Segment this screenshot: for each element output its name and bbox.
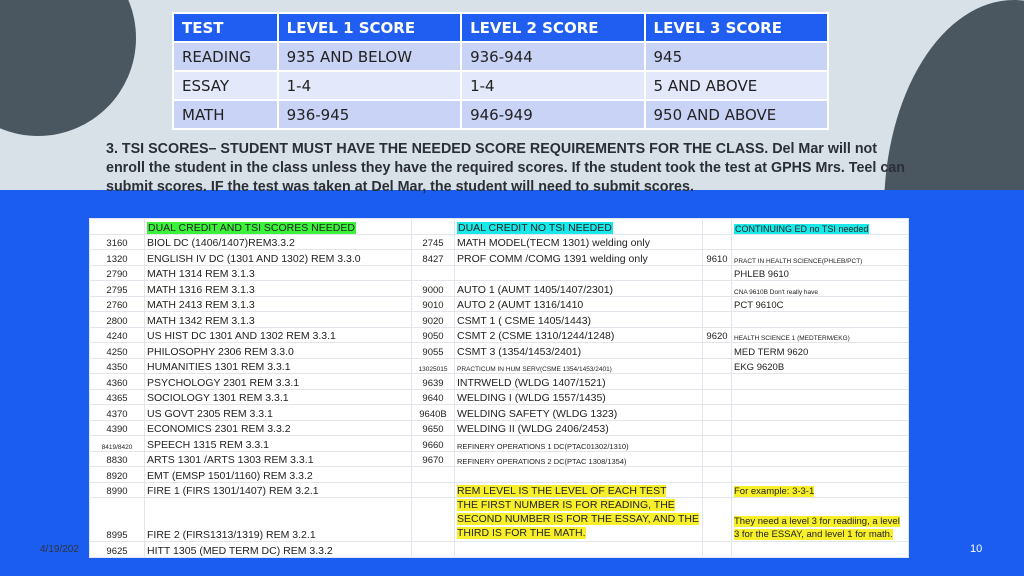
course-name-cell: PRACT IN HEALTH SCIENCE(PHLEB/PCT) bbox=[732, 250, 909, 266]
course-code-cell: 4365 bbox=[90, 389, 145, 405]
course-code-cell: 4350 bbox=[90, 358, 145, 374]
course-code-cell: 9610 bbox=[703, 250, 732, 266]
course-code-cell bbox=[703, 374, 732, 390]
course-code-cell bbox=[412, 482, 455, 498]
score-cell: 1-4 bbox=[461, 71, 644, 100]
course-name-cell: AUTO 1 (AUMT 1405/1407/2301) bbox=[455, 281, 703, 297]
score-cell: ESSAY bbox=[173, 71, 278, 100]
grid-row bbox=[90, 327, 909, 343]
course-name-cell bbox=[732, 467, 909, 483]
course-name-cell bbox=[732, 389, 909, 405]
course-name-cell: AUTO 2 (AUMT 1316/1410 bbox=[455, 296, 703, 312]
course-code-cell: 9660 bbox=[412, 436, 455, 452]
score-table-header: LEVEL 3 SCORE bbox=[645, 13, 828, 42]
grid-row bbox=[90, 358, 909, 374]
course-name-cell: HUMANITIES 1301 REM 3.3.1 bbox=[145, 358, 412, 374]
course-code-cell bbox=[703, 343, 732, 359]
course-name-cell: PSYCHOLOGY 2301 REM 3.3.1 bbox=[145, 374, 412, 390]
score-cell: 950 AND ABOVE bbox=[645, 100, 828, 129]
course-code-cell: 4240 bbox=[90, 327, 145, 343]
grid-row bbox=[90, 296, 909, 312]
grid-row bbox=[90, 467, 909, 483]
decorative-circle-top-left bbox=[0, 0, 136, 136]
grid-row bbox=[90, 405, 909, 421]
course-code-cell: 2760 bbox=[90, 296, 145, 312]
example-note: For example: 3-3-1 bbox=[734, 486, 815, 497]
grid-header-dual-tsi bbox=[145, 219, 412, 235]
course-name-cell: EMT (EMSP 1501/1160) REM 3.3.2 bbox=[145, 467, 412, 483]
course-name-cell: REFINERY OPERATIONS 2 DC(PTAC 1308/1354) bbox=[455, 451, 703, 467]
grid-row bbox=[90, 374, 909, 390]
course-code-cell bbox=[703, 296, 732, 312]
grid-header-dual-no-tsi bbox=[455, 219, 703, 235]
course-grid bbox=[89, 218, 908, 558]
course-grid-table bbox=[89, 218, 909, 558]
score-table-header: LEVEL 2 SCORE bbox=[461, 13, 644, 42]
course-code-cell: 9640 bbox=[412, 389, 455, 405]
course-name-cell: PROF COMM /COMG 1391 welding only bbox=[455, 250, 703, 266]
grid-empty-cell bbox=[90, 219, 145, 235]
course-name-cell: WELDING II (WLDG 2406/2453) bbox=[455, 420, 703, 436]
tsi-score-table bbox=[172, 12, 829, 130]
course-name-cell bbox=[732, 482, 909, 498]
course-code-cell: 9010 bbox=[412, 296, 455, 312]
course-code-cell: 9650 bbox=[412, 420, 455, 436]
course-code-cell: 8427 bbox=[412, 250, 455, 266]
course-name-cell: SOCIOLOGY 1301 REM 3.3.1 bbox=[145, 389, 412, 405]
course-code-cell: 9640B bbox=[412, 405, 455, 421]
course-code-cell: 9050 bbox=[412, 327, 455, 343]
course-code-cell bbox=[703, 436, 732, 452]
course-name-cell bbox=[455, 265, 703, 281]
course-code-cell: 2795 bbox=[90, 281, 145, 297]
dual-tsi-header-label: DUAL CREDIT AND TSI SCORES NEEDED bbox=[148, 221, 355, 234]
course-name-cell: WELDING I (WLDG 1557/1435) bbox=[455, 389, 703, 405]
tsi-note-paragraph: 3. TSI SCORES– STUDENT MUST HAVE THE NEEDED SCORE REQUIREMENTS FOR THE CLASS. Del Mar will not enroll the student in the class unless they have the required scores. If the student took the test at GPHS Mrs. Teel can submit scores. IF the test was taken at Del Mar, the student will need to submit scores. bbox=[106, 141, 905, 195]
course-code-cell bbox=[703, 234, 732, 250]
course-name-cell: ECONOMICS 2301 REM 3.3.2 bbox=[145, 420, 412, 436]
course-code-cell bbox=[703, 265, 732, 281]
course-name-cell: MATH 1342 REM 3.1.3 bbox=[145, 312, 412, 328]
course-name-cell: EKG 9620B bbox=[732, 358, 909, 374]
grid-row bbox=[90, 250, 909, 266]
course-code-cell: 4390 bbox=[90, 420, 145, 436]
grid-row bbox=[90, 420, 909, 436]
course-code-cell bbox=[703, 482, 732, 498]
course-code-cell: 13025015 bbox=[412, 358, 455, 374]
course-code-cell: 9020 bbox=[412, 312, 455, 328]
score-cell: 936-944 bbox=[461, 42, 644, 71]
score-table-row bbox=[173, 71, 828, 100]
course-code-cell: 9625 bbox=[90, 542, 145, 558]
grid-header-row bbox=[90, 219, 909, 235]
grid-row bbox=[90, 482, 909, 498]
course-code-cell: 8419/8420 bbox=[90, 436, 145, 452]
grid-empty-cell bbox=[703, 219, 732, 235]
score-cell: 946-949 bbox=[461, 100, 644, 129]
continuing-header-label: CONTINUING ED no TSI needed bbox=[735, 223, 869, 234]
course-name-cell: MATH 2413 REM 3.1.3 bbox=[145, 296, 412, 312]
grid-row bbox=[90, 234, 909, 250]
score-cell: 935 AND BELOW bbox=[278, 42, 461, 71]
course-name-cell bbox=[732, 312, 909, 328]
course-code-cell bbox=[703, 451, 732, 467]
course-code-cell: 8990 bbox=[90, 482, 145, 498]
score-table-row bbox=[173, 42, 828, 71]
course-code-cell bbox=[703, 358, 732, 374]
score-cell: 1-4 bbox=[278, 71, 461, 100]
grid-header-continuing bbox=[732, 219, 909, 235]
course-code-cell: 9620 bbox=[703, 327, 732, 343]
course-name-cell: CSMT 2 (CSME 1310/1244/1248) bbox=[455, 327, 703, 343]
course-name-cell bbox=[732, 436, 909, 452]
grid-empty-cell bbox=[732, 542, 909, 558]
course-code-cell: 8830 bbox=[90, 451, 145, 467]
course-code-cell: 2745 bbox=[412, 234, 455, 250]
course-code-cell: 9639 bbox=[412, 374, 455, 390]
course-code-cell bbox=[703, 467, 732, 483]
course-name-cell bbox=[732, 420, 909, 436]
course-name-cell: ENGLISH IV DC (1301 AND 1302) REM 3.3.0 bbox=[145, 250, 412, 266]
course-name-cell: FIRE 1 (FIRS 1301/1407) REM 3.2.1 bbox=[145, 482, 412, 498]
course-name-cell: US HIST DC 1301 AND 1302 REM 3.3.1 bbox=[145, 327, 412, 343]
course-name-cell: PRACTICUM IN HUM SERV(CSME 1354/1453/2401) bbox=[455, 358, 703, 374]
rem-level-note: REM LEVEL IS THE LEVEL OF EACH TEST bbox=[457, 485, 667, 497]
course-name-cell: PHLEB 9610 bbox=[732, 265, 909, 281]
grid-row bbox=[90, 498, 909, 542]
course-code-cell bbox=[703, 405, 732, 421]
course-name-cell: MED TERM 9620 bbox=[732, 343, 909, 359]
course-name-cell: BIOL DC (1406/1407)REM3.3.2 bbox=[145, 234, 412, 250]
course-code-cell: 8995 bbox=[90, 498, 145, 542]
course-code-cell: 2800 bbox=[90, 312, 145, 328]
course-code-cell: 3160 bbox=[90, 234, 145, 250]
course-code-cell bbox=[703, 420, 732, 436]
course-name-cell: REFINERY OPERATIONS 1 DC(PTAC01302/1310) bbox=[455, 436, 703, 452]
course-name-cell: HITT 1305 (MED TERM DC) REM 3.3.2 bbox=[145, 542, 412, 558]
course-code-cell bbox=[412, 265, 455, 281]
course-name-cell: US GOVT 2305 REM 3.3.1 bbox=[145, 405, 412, 421]
score-table-header: LEVEL 1 SCORE bbox=[278, 13, 461, 42]
course-code-cell bbox=[703, 312, 732, 328]
course-code-cell: 4370 bbox=[90, 405, 145, 421]
grid-row bbox=[90, 343, 909, 359]
score-cell: 945 bbox=[645, 42, 828, 71]
course-code-cell: 9055 bbox=[412, 343, 455, 359]
course-name-cell: CSMT 1 ( CSME 1405/1443) bbox=[455, 312, 703, 328]
grid-empty-cell bbox=[412, 498, 455, 542]
course-code-cell: 1320 bbox=[90, 250, 145, 266]
course-name-cell bbox=[732, 451, 909, 467]
course-name-cell: ARTS 1301 /ARTS 1303 REM 3.3.1 bbox=[145, 451, 412, 467]
dual-no-tsi-header-label: DUAL CREDIT NO TSI NEEDED bbox=[458, 221, 612, 234]
course-name-cell: MATH 1314 REM 3.1.3 bbox=[145, 265, 412, 281]
rem-explanation-text: THE FIRST NUMBER IS FOR READING, THE SECOND NUMBER IS FOR THE ESSAY, AND THE THIRD IS FOR THE MATH. bbox=[457, 499, 699, 539]
page-number: 10 bbox=[970, 543, 983, 555]
score-table-header-row bbox=[173, 13, 828, 42]
grid-row bbox=[90, 542, 909, 558]
course-code-cell: 4250 bbox=[90, 343, 145, 359]
course-name-cell: HEALTH SCIENCE 1 (MEDTERM/EKG) bbox=[732, 327, 909, 343]
score-cell: 936-945 bbox=[278, 100, 461, 129]
grid-row bbox=[90, 312, 909, 328]
rem-explanation-cell bbox=[455, 498, 703, 542]
course-name-cell: WELDING SAFETY (WLDG 1323) bbox=[455, 405, 703, 421]
score-cell: MATH bbox=[173, 100, 278, 129]
grid-row bbox=[90, 281, 909, 297]
course-name-cell bbox=[732, 374, 909, 390]
score-table-header: TEST bbox=[173, 13, 278, 42]
course-code-cell: 2790 bbox=[90, 265, 145, 281]
course-name-cell bbox=[732, 405, 909, 421]
course-name-cell: FIRE 2 (FIRS1313/1319) REM 3.2.1 bbox=[145, 498, 412, 542]
course-code-cell bbox=[703, 281, 732, 297]
grid-empty-cell bbox=[703, 542, 732, 558]
score-cell: READING bbox=[173, 42, 278, 71]
course-name-cell: PCT 9610C bbox=[732, 296, 909, 312]
course-name-cell: MATH MODEL(TECM 1301) welding only bbox=[455, 234, 703, 250]
grid-row bbox=[90, 451, 909, 467]
course-code-cell: 4360 bbox=[90, 374, 145, 390]
course-name-cell: PHILOSOPHY 2306 REM 3.3.0 bbox=[145, 343, 412, 359]
course-code-cell: 9670 bbox=[412, 451, 455, 467]
grid-row bbox=[90, 389, 909, 405]
course-code-cell: 8920 bbox=[90, 467, 145, 483]
course-code-cell bbox=[703, 389, 732, 405]
course-name-cell: CSMT 3 (1354/1453/2401) bbox=[455, 343, 703, 359]
footer-date: 4/19/202 bbox=[40, 544, 79, 555]
course-name-cell: INTRWELD (WLDG 1407/1521) bbox=[455, 374, 703, 390]
course-name-cell: SPEECH 1315 REM 3.3.1 bbox=[145, 436, 412, 452]
course-name-cell: CNA 9610B Don't really have bbox=[732, 281, 909, 297]
course-name-cell bbox=[732, 234, 909, 250]
score-table-row bbox=[173, 100, 828, 129]
grid-row bbox=[90, 436, 909, 452]
course-name-cell bbox=[455, 467, 703, 483]
example-explanation-cell bbox=[732, 498, 909, 542]
grid-empty-cell bbox=[703, 498, 732, 542]
course-code-cell: 9000 bbox=[412, 281, 455, 297]
example-explanation-text: They need a level 3 for readiing, a level 3 for the ESSAY, and level 1 for math. bbox=[734, 516, 900, 540]
course-name-cell bbox=[455, 482, 703, 498]
score-cell: 5 AND ABOVE bbox=[645, 71, 828, 100]
grid-empty-cell bbox=[455, 542, 703, 558]
grid-empty-cell bbox=[412, 219, 455, 235]
grid-row bbox=[90, 265, 909, 281]
grid-empty-cell bbox=[412, 542, 455, 558]
course-name-cell: MATH 1316 REM 3.1.3 bbox=[145, 281, 412, 297]
course-code-cell bbox=[412, 467, 455, 483]
